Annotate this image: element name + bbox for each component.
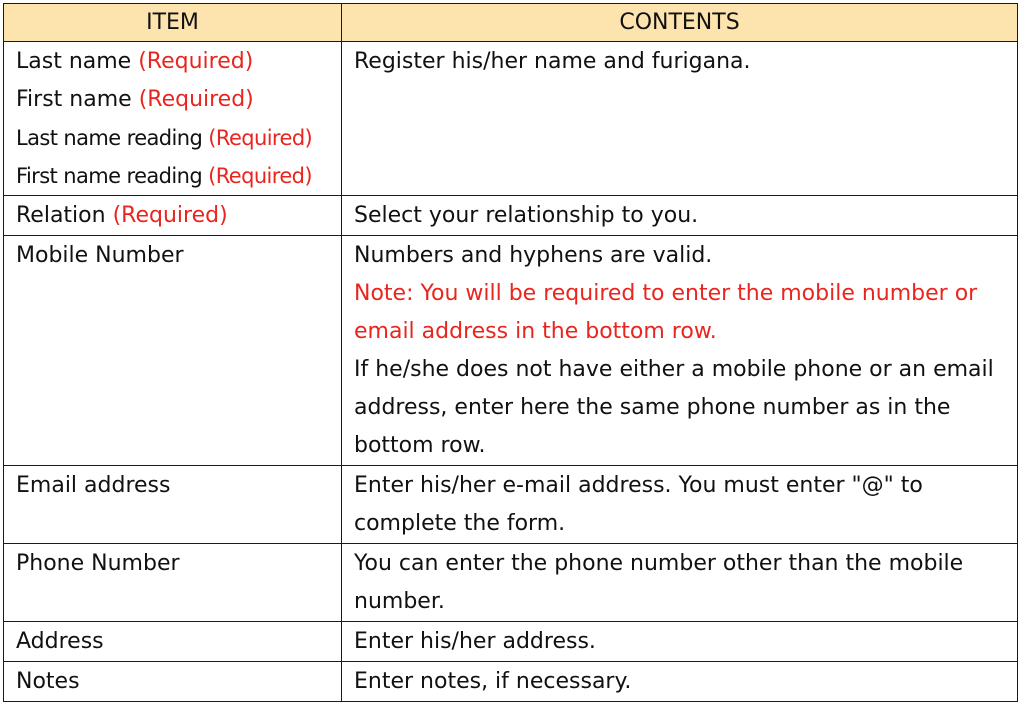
header-item: ITEM	[4, 4, 342, 42]
required-label: (Required)	[208, 126, 313, 150]
item-cell-name	[4, 42, 342, 196]
contents-cell-name: Register his/her name and furigana.	[342, 42, 1018, 196]
item-cell-email: Email address	[4, 466, 342, 544]
contents-cell-notes: Enter notes, if necessary.	[342, 662, 1018, 702]
item-cell-notes: Notes	[4, 662, 342, 702]
item-cell-address: Address	[4, 622, 342, 662]
mobile-note: Note: You will be required to enter the mobile number or email address in the bottom row.	[354, 281, 978, 344]
required-label: (Required)	[208, 164, 313, 188]
header-contents: CONTENTS	[342, 4, 1018, 42]
contents-cell-phone: You can enter the phone number other than the mobile number.	[342, 544, 1018, 622]
table-row-notes	[4, 662, 1018, 702]
table-row-relation	[4, 196, 1018, 236]
item-contents-table	[3, 3, 1018, 702]
item-last-name: Last name (Required)	[16, 49, 254, 74]
table-row-address	[4, 622, 1018, 662]
item-cell-relation: Relation (Required)	[4, 196, 342, 236]
contents-cell-address: Enter his/her address.	[342, 622, 1018, 662]
contents-cell-mobile: Numbers and hyphens are valid. Note: You will be required to enter the mobile number or email address in the bottom row. If he/she does not have either a mobile phone or an email address, enter here the same phone number as in the bottom row.	[342, 236, 1018, 466]
item-last-name-reading: Last name reading (Required)	[16, 126, 313, 150]
table-row-name	[4, 42, 1018, 196]
required-label: (Required)	[112, 203, 228, 228]
required-label: (Required)	[138, 49, 254, 74]
table-row-mobile	[4, 236, 1018, 466]
item-cell-phone: Phone Number	[4, 544, 342, 622]
header-row	[4, 4, 1018, 42]
item-first-name-reading: First name reading (Required)	[16, 164, 313, 188]
contents-cell-relation: Select your relationship to you.	[342, 196, 1018, 236]
item-first-name: First name (Required)	[16, 87, 254, 112]
item-cell-mobile: Mobile Number	[4, 236, 342, 466]
required-label: (Required)	[138, 87, 254, 112]
contents-cell-email: Enter his/her e-mail address. You must enter "@" to complete the form.	[342, 466, 1018, 544]
table-row-phone	[4, 544, 1018, 622]
table-row-email	[4, 466, 1018, 544]
